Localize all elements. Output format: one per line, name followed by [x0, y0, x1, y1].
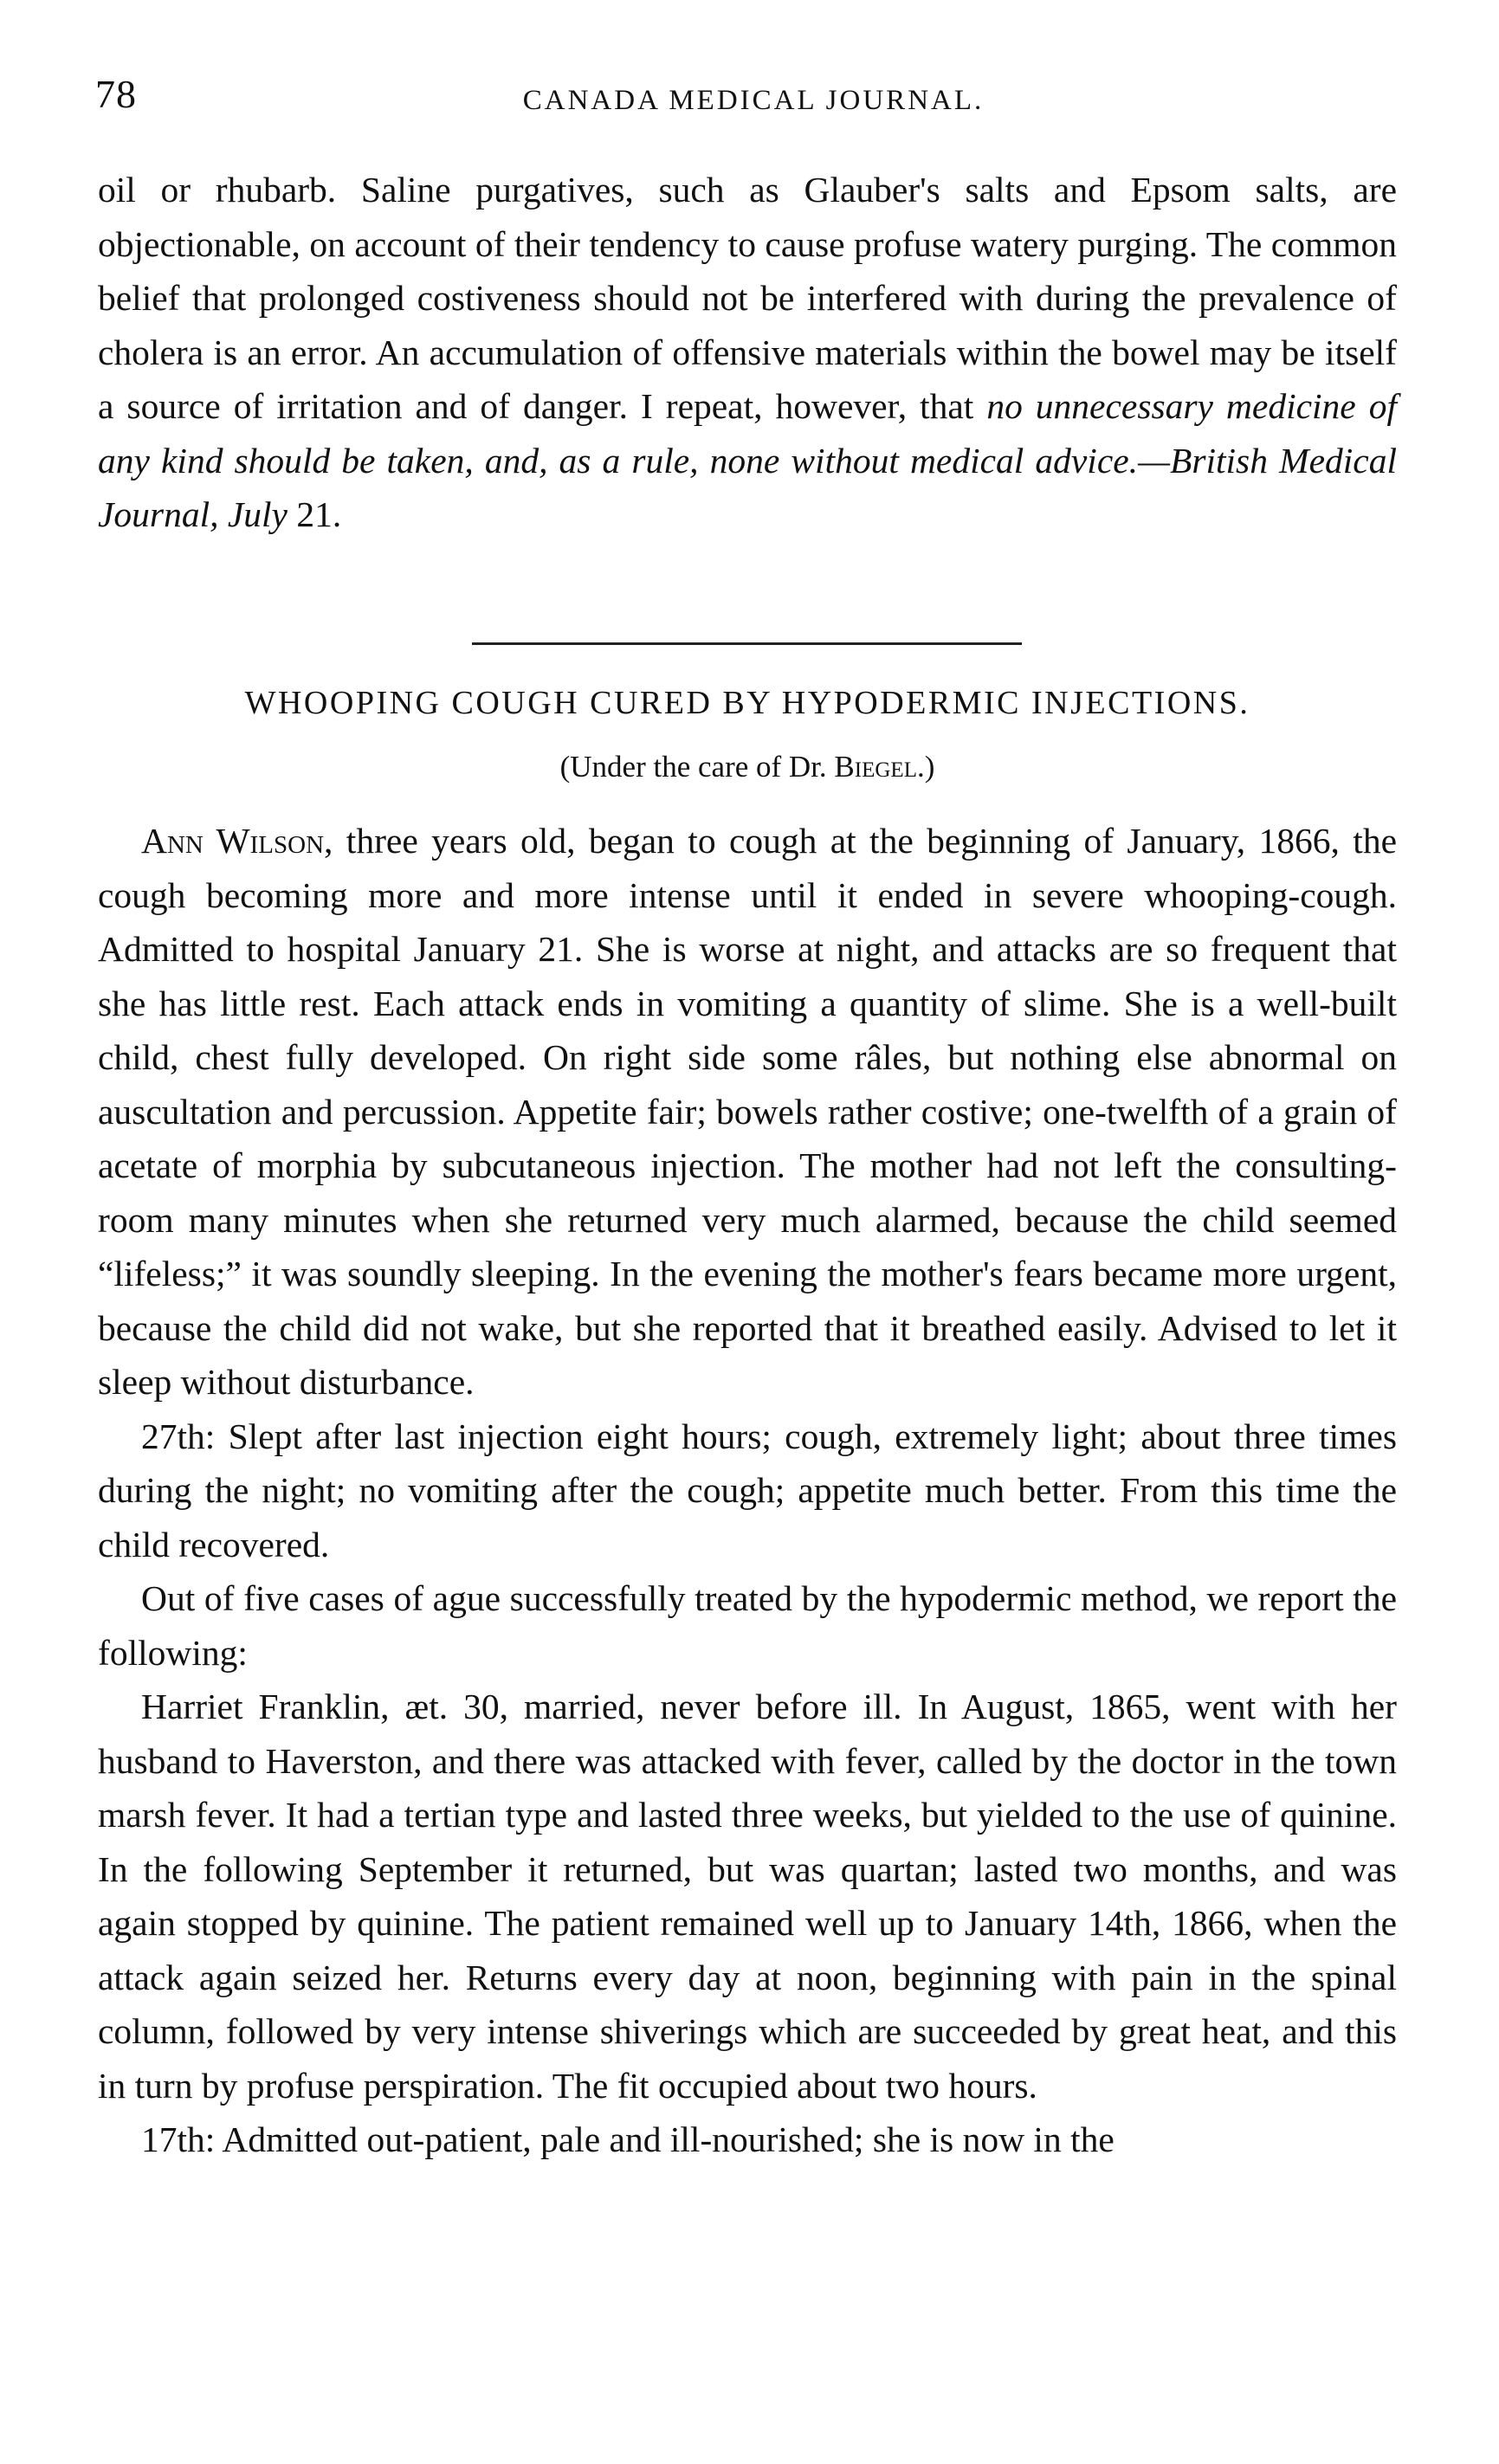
- article-title: WHOOPING COUGH CURED BY HYPODERMIC INJECTIONS.: [244, 685, 1250, 721]
- section-divider: [472, 642, 1022, 645]
- case-paragraph: 17th: Admitted out-patient, pale and ill-nourished; she is now in the: [141, 2119, 1115, 2159]
- running-head: CANADA MEDICAL JOURNAL.: [522, 85, 985, 116]
- continued-paragraph: [98, 163, 1397, 542]
- citation-source: —British Medical Journal, July: [98, 440, 1397, 534]
- citation-date: 21.: [287, 494, 342, 534]
- case-paragraph: Out of five cases of ague successfully treated by the hypodermic method, we report the following:: [98, 1578, 1397, 1673]
- page-header: [95, 71, 1412, 132]
- page-number: 78: [95, 72, 137, 116]
- paragraph-text: , three years old, began to cough at the beginning of January, 1866, the cough becoming more and more intense until it ended in severe whooping-cough. Admitted to hospital January 21. She is worse at night, and attacks are so frequent that she has little rest. Each attack ends in vomiting a quantity of slime. She is a well-built child, chest fully developed. On right side some râles, but nothing else abnormal on auscultation and percussion. Appetite fair; bowels rather costive; one-twelfth of a grain of acetate of morphia by subcutaneous injection. The mother had not left the consulting-room many minutes when she returned very much alarmed, because the child seemed “lifeless;” it was soundly sleeping. In the evening the mother's fears became more urgent, because the child did not wake, but she reported that it breathed easily. Advised to let it sleep without disturbance.: [98, 821, 1397, 1402]
- continued-italic: no unnecessary medicine of any kind should be taken, and, as a rule, none without medical advice.: [98, 386, 1397, 481]
- patient-name: Ann Wilson: [141, 821, 325, 861]
- byline-close: .): [916, 750, 935, 784]
- case-paragraph: 27th: Slept after last injection eight hours; cough, extremely light; about three times during the night; no vomiting after the cough; appetite much better. From this time the child recovered.: [98, 1416, 1397, 1564]
- continued-text: oil or rhubarb. Saline purgatives, such as Glauber's salts and Epsom salts, are objectionable, on account of their tendency to cause profuse watery purging. The common belief that prolonged costiveness should not be interfered with during the prevalence of cholera is an error. An accumulation of offensive materials within the bowel may be itself a source of irritation and of danger. I repeat, however, that: [98, 170, 1397, 426]
- case-paragraph: [98, 814, 1397, 1409]
- byline-open: (Under the care of Dr.: [559, 750, 835, 784]
- case-paragraph: Harriet Franklin, æt. 30, married, never before ill. In August, 1865, went with her husband to Haverston, and there was attacked with fever, called by the doctor in the town marsh fever. It had a tertian type and lasted three weeks, but yielded to the use of quinine. In the following September it returned, but was quartan; lasted two months, and was again stopped by quinine. The patient remained well up to January 14th, 1866, when the attack again seized her. Returns every day at noon, beginning with pain in the spinal column, followed by very intense shiverings which are succeeded by great heat, and this in turn by profuse perspiration. The fit occupied about two hours.: [98, 1687, 1397, 2106]
- article-body: [98, 814, 1397, 2167]
- byline-name: Biegel: [834, 750, 917, 784]
- article-byline: [98, 750, 1397, 784]
